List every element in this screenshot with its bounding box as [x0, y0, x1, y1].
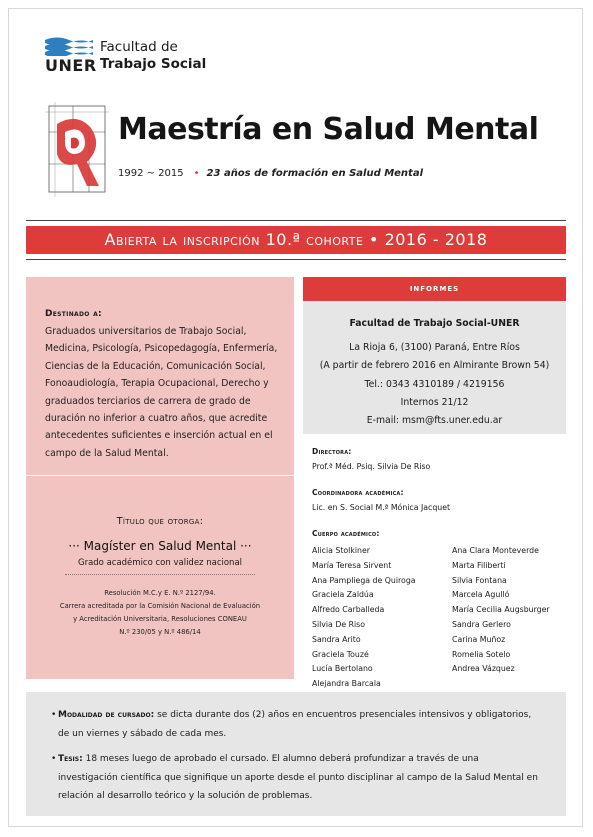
- informes-heading: informes: [303, 277, 566, 301]
- page-title: Maestría en Salud Mental: [118, 112, 539, 147]
- faculty-list-col2: [452, 544, 550, 677]
- faculty-member: Marta Filiberti: [452, 560, 506, 570]
- faculty-member: Silvia De Riso: [312, 619, 366, 629]
- resolution-line: Carrera acreditada por la Comisión Nacional de Evaluación: [59, 602, 261, 610]
- faculty-member: Romelia Sotelo: [452, 649, 511, 659]
- dotted-divider: [65, 574, 255, 575]
- faculty-member: Sandra Arito: [312, 634, 361, 644]
- faculty-member: Alejandra Barcala: [312, 679, 381, 689]
- resolution-line: y Acreditación Universitaria, Resoluciones CONEAU: [73, 615, 247, 623]
- destinado-text: Graduados universitarios de Trabajo Social, Medicina, Psicología, Psicopedagogía, Enfermería, Ciencias de la Educación, Comunicación Social, Fonoaudiología, Terapia Ocupacional, Derecho y graduados terciarios de carrera de grado de duración no inferior a cuatro años, que acredite antecedentes suficientes e inserción actual en el campo de la Salud Mental.: [45, 326, 278, 459]
- informes-details: [303, 315, 566, 430]
- resolution-line: Resolución M.C.y E. N.º 2127/94.: [104, 589, 216, 597]
- degree-name: ··· Magíster en Salud Mental ···: [68, 539, 252, 553]
- faculty-member: Carina Muñoz: [452, 634, 506, 644]
- directora-name: Prof.ª Méd. Psiq. Silvia De Riso: [312, 462, 431, 471]
- faculty-member: Lucía Bertolano: [312, 664, 373, 674]
- header-years: 1992 ~ 2015: [118, 168, 184, 179]
- resolution-line: N.º 230/05 y N.º 486/14: [119, 628, 201, 636]
- faculty-member: Marcela Agulló: [452, 590, 510, 600]
- bottom-rule: [26, 259, 566, 260]
- informes-note: (A partir de febrero 2016 en Almirante Brown 54): [319, 360, 550, 372]
- left-panel-divider: [26, 475, 294, 476]
- modalidad-text: se dicta durante dos (2) años en encuentros presenciales intensivos y obligatorios, de un viernes y sábado de cada mes.: [58, 710, 532, 739]
- modalidad-label: Modalidad de cursado:: [58, 710, 155, 720]
- header-tagline: 23 años de formación en Salud Mental: [206, 168, 424, 179]
- logo-faculty-name: [100, 39, 206, 73]
- coordinadora-heading: Coordinadora académica:: [312, 488, 404, 497]
- bullet-dot-icon: •: [51, 754, 57, 764]
- faculty-member: María Cecilia Augsburger: [452, 605, 550, 615]
- cuerpo-heading: Cuerpo académico:: [312, 529, 380, 538]
- informes-institution: Facultad de Trabajo Social-UNER: [349, 318, 520, 329]
- faculty-member: Alfredo Carballeda: [312, 605, 385, 615]
- informes-email[interactable]: E-mail: msm@fts.uner.edu.ar: [366, 415, 503, 427]
- informes-phone[interactable]: Tel.: 0343 4310189 / 4219156: [364, 378, 505, 390]
- logo-uner-text: UNER: [45, 56, 97, 75]
- modalidad-bullet: [51, 706, 538, 743]
- degree-validity: Grado académico con validez nacional: [77, 558, 243, 568]
- resolution-block: [26, 587, 294, 639]
- tesis-bullet: [51, 750, 538, 806]
- directora-heading: Directora:: [312, 447, 352, 456]
- bullet-dot-icon: •: [193, 168, 200, 179]
- banner-text: Abierta la inscripción 10.ª cohorte: [104, 230, 364, 249]
- tesis-text: 18 meses luego de aprobado el cursado. El alumno deberá profundizar a través de una investigación científica que signifique un aporte desde el punto disciplinar al campo de la Salud Mental en relación al desarrollo teórico y la solución de problemas.: [58, 754, 538, 801]
- logo-line1: Facultad de: [100, 39, 178, 55]
- header-subline: [118, 168, 423, 179]
- top-rule: [26, 220, 566, 221]
- banner-years: 2016 - 2018: [384, 230, 488, 249]
- informes-address: La Rioja 6, (3100) Paraná, Entre Ríos: [349, 342, 520, 354]
- destinado-heading: Destinado a:: [45, 309, 102, 319]
- faculty-member: Graciela Touzé: [312, 649, 369, 659]
- informes-internal: Internos 21/12: [400, 396, 469, 408]
- banner-separator: •: [369, 230, 379, 249]
- coordinadora-name: Lic. en S. Social M.ª Mónica Jacquet: [312, 503, 451, 512]
- bullet-dot-icon: •: [51, 710, 57, 720]
- faculty-member: Ana Pampliega de Quiroga: [312, 575, 416, 585]
- golden-ratio-emblem-icon: [43, 102, 111, 197]
- registration-banner: [26, 226, 566, 254]
- faculty-member: María Teresa Sirvent: [312, 560, 392, 570]
- waves-icon: [45, 36, 93, 56]
- faculty-member: Graciela Zaldúa: [312, 590, 374, 600]
- faculty-member: Ana Clara Monteverde: [452, 546, 539, 555]
- tesis-label: Tesis:: [58, 754, 83, 764]
- titulo-heading: Título que otorga:: [116, 516, 204, 527]
- faculty-member: Silvia Fontana: [452, 575, 507, 585]
- faculty-list-col1: [312, 544, 416, 692]
- faculty-member: Sandra Gerlero: [452, 619, 511, 629]
- faculty-member: Andrea Vázquez: [452, 664, 515, 674]
- logo-line2: Trabajo Social: [100, 56, 207, 72]
- faculty-member: Alicia Stolkiner: [312, 546, 370, 555]
